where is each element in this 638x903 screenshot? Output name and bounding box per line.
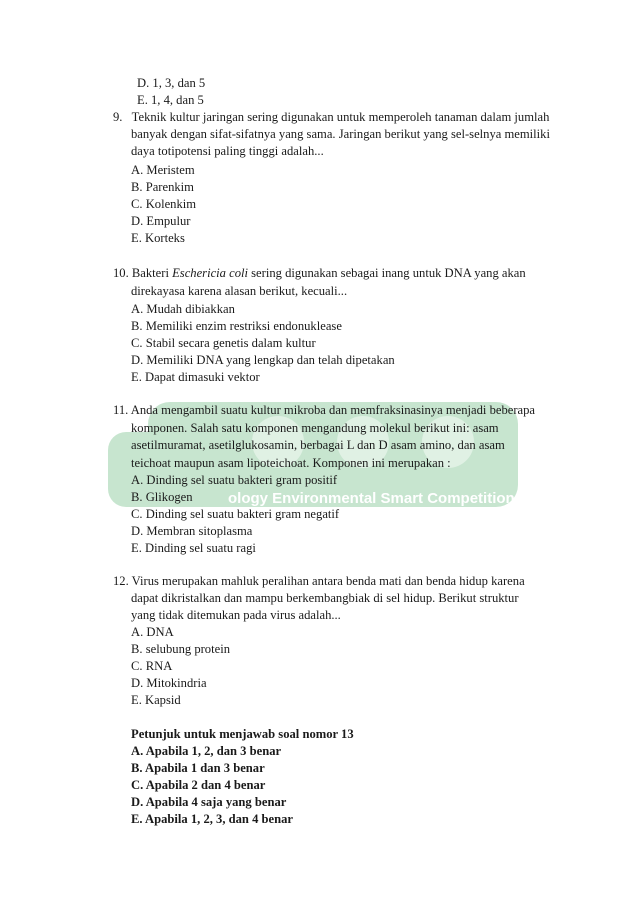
q9-option-b: B. Parenkim: [131, 180, 194, 194]
q10-line2: direkayasa karena alasan berikut, kecuali...: [131, 284, 348, 298]
q9-line3: daya totipotensi paling tinggi adalah...: [131, 144, 324, 158]
q10-option-a: A. Mudah dibiakkan: [131, 302, 235, 316]
q9-option-e: E. Korteks: [131, 231, 185, 245]
q9-option-d: D. Empulur: [131, 214, 191, 228]
q12-option-c: C. RNA: [131, 659, 173, 673]
q12-line1: 12. Virus merupakan mahluk peralihan antara benda mati dan benda hidup karena: [113, 574, 525, 588]
q10-option-c: C. Stabil secara genetis dalam kultur: [131, 336, 316, 350]
q11-option-a: A. Dinding sel suatu bakteri gram positif: [131, 473, 338, 487]
q11-option-c: C. Dinding sel suatu bakteri gram negatif: [131, 507, 340, 521]
q12-line3: yang tidak ditemukan pada virus adalah...: [131, 608, 341, 622]
q11-option-b: B. Glikogen: [131, 490, 193, 504]
q11-line4: teichoat maupun asam lipoteichoat. Komponen ini merupakan :: [131, 456, 451, 470]
q10-species: Eschericia coli: [172, 266, 248, 280]
q12-option-a: A. DNA: [131, 625, 174, 639]
q9-line1: 9. Teknik kultur jaringan sering digunakan untuk memperoleh tanaman dalam jumlah: [113, 110, 550, 124]
q9-option-c: C. Kolenkim: [131, 197, 197, 211]
q8-option-d: D. 1, 3, dan 5: [137, 76, 206, 90]
q10-prefix: 10. Bakteri: [113, 266, 173, 280]
q11-line2: komponen. Salah satu komponen mengandung molekul berikut ini: asam: [131, 421, 499, 435]
q11-option-d: D. Membran sitoplasma: [131, 524, 253, 538]
q10-option-d: D. Memiliki DNA yang lengkap dan telah dipetakan: [131, 353, 395, 367]
q11-option-e: E. Dinding sel suatu ragi: [131, 541, 256, 555]
petunjuk-option-d: D. Apabila 4 saja yang benar: [131, 795, 287, 809]
q10-line1-rest: sering digunakan sebagai inang untuk DNA yang akan: [248, 266, 526, 280]
petunjuk-option-e: E. Apabila 1, 2, 3, dan 4 benar: [131, 812, 294, 826]
q12-option-e: E. Kapsid: [131, 693, 181, 707]
q11-line3: asetilmuramat, asetilglukosamin, berbagai L dan D asam amino, dan asam: [131, 438, 505, 452]
q9-line2: banyak dengan sifat-sifatnya yang sama. Jaringan berikut yang sel-selnya memiliki: [131, 127, 550, 141]
q12-option-d: D. Mitokindria: [131, 676, 207, 690]
q9-option-a: A. Meristem: [131, 163, 195, 177]
watermark-text: ology Environmental Smart Competition: [228, 490, 515, 507]
petunjuk-option-a: A. Apabila 1, 2, dan 3 benar: [131, 744, 282, 758]
q10-option-e: E. Dapat dimasuki vektor: [131, 370, 260, 384]
petunjuk-option-c: C. Apabila 2 dan 4 benar: [131, 778, 266, 792]
petunjuk-option-b: B. Apabila 1 dan 3 benar: [131, 761, 265, 775]
q10-option-b: B. Memiliki enzim restriksi endonuklease: [131, 319, 342, 333]
q12-option-b: B. selubung protein: [131, 642, 230, 656]
q8-option-e: E. 1, 4, dan 5: [137, 93, 204, 107]
q10-line1: [113, 265, 526, 282]
petunjuk-title: Petunjuk untuk menjawab soal nomor 13: [131, 727, 354, 741]
q12-line2: dapat dikristalkan dan mampu berkembangbiak di sel hidup. Berikut struktur: [131, 591, 519, 605]
q11-line1: 11. Anda mengambil suatu kultur mikroba dan memfraksinasinya menjadi beberapa: [113, 403, 536, 417]
